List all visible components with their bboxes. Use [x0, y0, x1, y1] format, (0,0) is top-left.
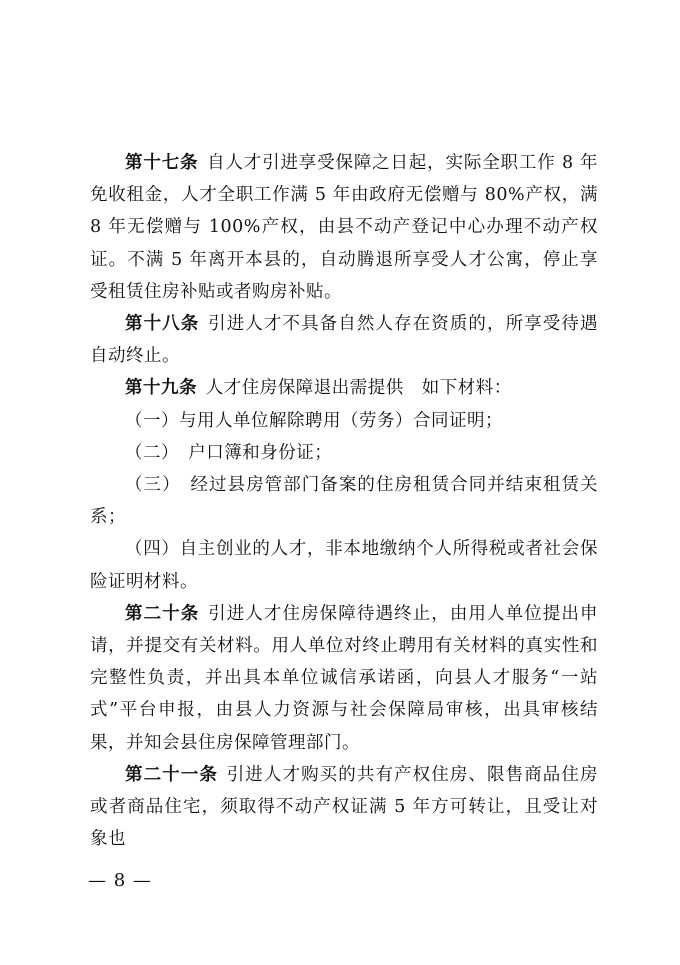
article-17-heading: 第十七条 — [125, 153, 199, 173]
article-21-heading: 第二十一条 — [125, 764, 218, 785]
article-17-text: 自人才引进享受保障之日起，实际全职工作 8 年免收租金，人才全职工作满 5 年由政府无偿赠与 80%产权，满 8 年无偿赠与 100%产权，由县不动产登记中心办理不动产权证。不满 5 年离开本县的，自动腾退所享受人才公寓，停止享受租赁住房补贴或者购房补贴。 — [90, 153, 598, 302]
article-20 — [90, 598, 598, 759]
article-18 — [90, 308, 598, 372]
article-19-heading: 第十九条 — [125, 378, 197, 399]
article-20-heading: 第二十条 — [125, 603, 200, 624]
list-item-2: （二） 户口簿和身份证； — [125, 442, 333, 463]
list-item-1: （一）与用人单位解除聘用（劳务）合同证明； — [125, 410, 503, 431]
document-body — [90, 147, 598, 855]
list-item-3: （三） 经过县房管部门备案的住房租赁合同并结束租赁关系； — [90, 475, 598, 528]
article-21-text: 引进人才购买的共有产权住房、限售商品住房或者商品住宅，须取得不动产权证满 5 年方可转让，且受让对象也 — [90, 764, 598, 850]
article-21 — [90, 759, 598, 856]
article-18-heading: 第十八条 — [125, 314, 200, 335]
article-18-text: 引进人才不具备自然人存在资质的，所享受待遇自动终止。 — [90, 314, 598, 367]
list-item-4: （四）自主创业的人才，非本地缴纳个人所得税或者社会保险证明材料。 — [90, 539, 598, 592]
page-number: — 8 — — [88, 870, 152, 891]
article-17 — [90, 147, 598, 308]
article-19-text: 人才住房保障退出需提供 如下材料： — [205, 378, 512, 399]
article-19 — [90, 372, 598, 404]
article-20-text: 引进人才住房保障待遇终止，由用人单位提出申请，并提交有关材料。用人单位对终止聘用有关材料的真实性和完整性负责，并出具本单位诚信承诺函，向县人才服务“一站式”平台申报，由县人力资源与社会保障局审核，出具审核结果，并知会县住房保障管理部门。 — [90, 603, 598, 753]
